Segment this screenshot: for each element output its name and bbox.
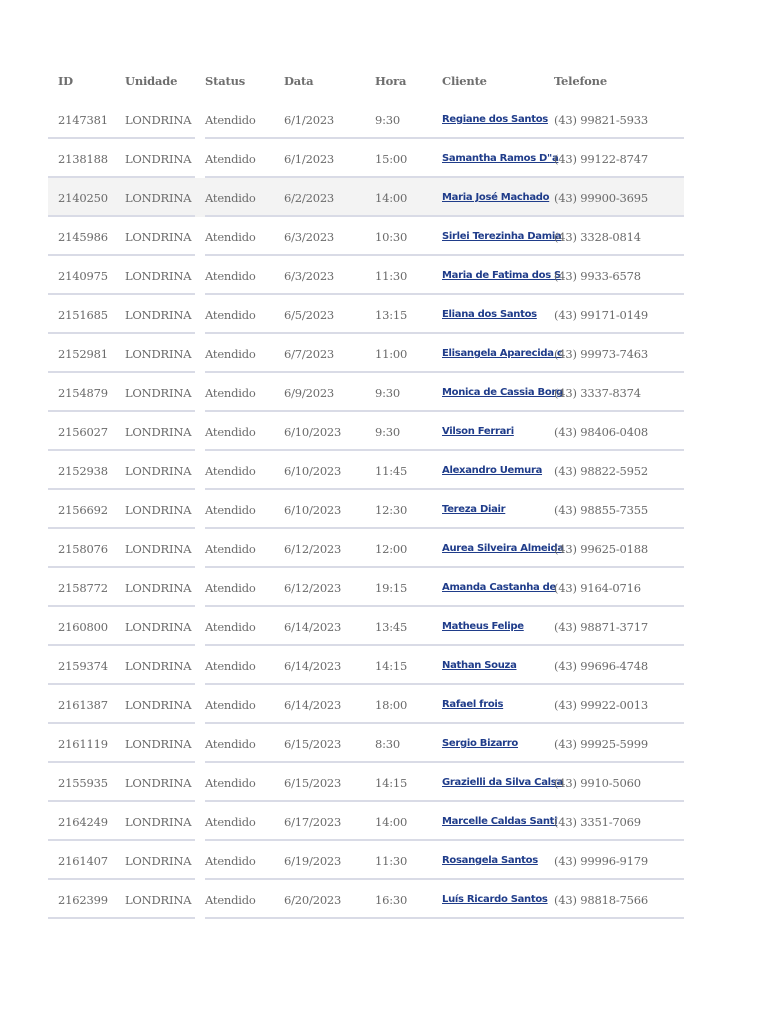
cliente-link[interactable]: Matheus Felipe [442, 621, 524, 632]
cell-hora: 13:15 [375, 307, 408, 322]
cell-unidade: LONDRINA [125, 112, 192, 127]
cell-unidade: LONDRINA [125, 502, 192, 517]
cell-hora: 11:00 [375, 346, 408, 361]
cell-data: 6/10/2023 [284, 502, 342, 517]
cell-id: 2152981 [58, 346, 108, 361]
cell-status: Atendido [205, 580, 256, 595]
cell-data: 6/10/2023 [284, 424, 342, 439]
cell-data: 6/1/2023 [284, 112, 335, 127]
cliente-link[interactable]: Luís Ricardo Santos [442, 894, 548, 905]
cliente-link[interactable]: Aurea Silveira Almeida [442, 543, 564, 554]
cell-hora: 12:00 [375, 541, 408, 556]
cell-unidade: LONDRINA [125, 463, 192, 478]
cell-cliente [442, 607, 544, 646]
cell-cliente [442, 334, 563, 373]
cliente-link[interactable]: Regiane dos Santos [442, 114, 548, 125]
table-row[interactable] [48, 451, 684, 490]
cell-cliente [442, 685, 544, 724]
cell-cliente [442, 373, 563, 412]
column-header-unidade[interactable]: Unidade [125, 74, 178, 88]
table-row[interactable] [48, 412, 684, 451]
cell-cliente [442, 100, 548, 139]
cell-data: 6/2/2023 [284, 190, 335, 205]
cell-telefone: (43) 98871-3717 [554, 619, 648, 634]
cell-hora: 9:30 [375, 424, 401, 439]
cell-status: Atendido [205, 502, 256, 517]
cell-cliente [442, 451, 544, 490]
cell-hora: 13:45 [375, 619, 408, 634]
cell-id: 2160800 [58, 619, 108, 634]
cell-cliente [442, 646, 544, 685]
cell-id: 2162399 [58, 892, 108, 907]
cell-status: Atendido [205, 736, 256, 751]
table-header [48, 62, 684, 100]
cell-data: 6/15/2023 [284, 736, 342, 751]
cell-unidade: LONDRINA [125, 580, 192, 595]
table-row[interactable] [48, 100, 684, 139]
table-row[interactable] [48, 880, 684, 919]
cell-id: 2145986 [58, 229, 108, 244]
cell-data: 6/14/2023 [284, 658, 342, 673]
cell-data: 6/15/2023 [284, 775, 342, 790]
cell-hora: 18:00 [375, 697, 408, 712]
cell-data: 6/10/2023 [284, 463, 342, 478]
cell-hora: 9:30 [375, 385, 401, 400]
cell-data: 6/14/2023 [284, 697, 342, 712]
cell-data: 6/1/2023 [284, 151, 335, 166]
cell-cliente [442, 529, 564, 568]
cell-unidade: LONDRINA [125, 151, 192, 166]
cell-data: 6/7/2023 [284, 346, 335, 361]
cell-cliente [442, 412, 544, 451]
cell-unidade: LONDRINA [125, 775, 192, 790]
cell-telefone: (43) 99925-5999 [554, 736, 648, 751]
cell-telefone: (43) 3337-8374 [554, 385, 641, 400]
table-row[interactable] [48, 256, 684, 295]
cell-status: Atendido [205, 190, 256, 205]
cell-id: 2161407 [58, 853, 108, 868]
cell-id: 2155935 [58, 775, 108, 790]
table-row[interactable] [48, 802, 684, 841]
cell-unidade: LONDRINA [125, 541, 192, 556]
cell-data: 6/14/2023 [284, 619, 342, 634]
cell-telefone: (43) 98822-5952 [554, 463, 648, 478]
cell-data: 6/5/2023 [284, 307, 335, 322]
cell-unidade: LONDRINA [125, 619, 192, 634]
cell-hora: 11:30 [375, 268, 408, 283]
cell-status: Atendido [205, 346, 256, 361]
cell-cliente [442, 880, 548, 919]
cell-hora: 11:30 [375, 853, 408, 868]
cell-id: 2158772 [58, 580, 108, 595]
cell-id: 2152938 [58, 463, 108, 478]
cell-cliente [442, 139, 559, 178]
cell-hora: 8:30 [375, 736, 401, 751]
table-row[interactable] [48, 685, 684, 724]
cell-unidade: LONDRINA [125, 229, 192, 244]
column-header-hora[interactable]: Hora [375, 74, 407, 88]
cell-id: 2164249 [58, 814, 108, 829]
cell-data: 6/12/2023 [284, 541, 342, 556]
table-row[interactable] [48, 295, 684, 334]
cliente-link[interactable]: Nathan Souza [442, 660, 517, 671]
cell-unidade: LONDRINA [125, 268, 192, 283]
cell-cliente [442, 295, 544, 334]
cell-hora: 15:00 [375, 151, 408, 166]
cell-unidade: LONDRINA [125, 346, 192, 361]
cell-data: 6/9/2023 [284, 385, 335, 400]
cell-cliente [442, 490, 544, 529]
cell-hora: 14:00 [375, 814, 408, 829]
cliente-link[interactable]: Grazielli da Silva Calsa [442, 777, 563, 788]
cliente-link[interactable]: Elisangela Aparecida c [442, 348, 563, 359]
cell-cliente [442, 568, 556, 607]
table-row[interactable] [48, 568, 684, 607]
cell-unidade: LONDRINA [125, 190, 192, 205]
cliente-link[interactable]: Maria José Machado [442, 192, 550, 203]
table-row[interactable] [48, 841, 684, 880]
cell-telefone: (43) 99821-5933 [554, 112, 648, 127]
cell-id: 2154879 [58, 385, 108, 400]
cell-cliente [442, 256, 561, 295]
cell-status: Atendido [205, 151, 256, 166]
cell-data: 6/12/2023 [284, 580, 342, 595]
table-row[interactable] [48, 763, 684, 802]
cell-status: Atendido [205, 814, 256, 829]
cell-telefone: (43) 98818-7566 [554, 892, 648, 907]
cliente-link[interactable]: Vilson Ferrari [442, 426, 514, 437]
cell-status: Atendido [205, 307, 256, 322]
cell-cliente [442, 841, 544, 880]
cliente-link[interactable]: Marcelle Caldas Santi [442, 816, 558, 827]
cell-status: Atendido [205, 385, 256, 400]
cell-unidade: LONDRINA [125, 658, 192, 673]
cell-unidade: LONDRINA [125, 892, 192, 907]
cell-telefone: (43) 9910-5060 [554, 775, 641, 790]
cell-status: Atendido [205, 658, 256, 673]
cell-data: 6/3/2023 [284, 268, 335, 283]
cell-id: 2147381 [58, 112, 108, 127]
cell-status: Atendido [205, 229, 256, 244]
cell-telefone: (43) 98406-0408 [554, 424, 648, 439]
cell-hora: 11:45 [375, 463, 408, 478]
row-divider [48, 917, 195, 919]
cell-cliente [442, 802, 558, 841]
cell-data: 6/17/2023 [284, 814, 342, 829]
column-header-data[interactable]: Data [284, 74, 314, 88]
cliente-link[interactable]: Monica de Cassia Borg [442, 387, 563, 398]
cell-status: Atendido [205, 775, 256, 790]
cell-status: Atendido [205, 268, 256, 283]
cell-status: Atendido [205, 853, 256, 868]
cell-id: 2138188 [58, 151, 108, 166]
cell-status: Atendido [205, 697, 256, 712]
cell-status: Atendido [205, 892, 256, 907]
table-body [48, 100, 684, 919]
cliente-link[interactable]: Rafael frois [442, 699, 504, 710]
table-row[interactable] [48, 646, 684, 685]
cliente-link[interactable]: Tereza Diair [442, 504, 506, 515]
cell-telefone: (43) 3328-0814 [554, 229, 641, 244]
table-row[interactable] [48, 529, 684, 568]
cell-cliente [442, 724, 544, 763]
cell-id: 2140250 [58, 190, 108, 205]
cliente-link[interactable]: Amanda Castanha de [442, 582, 556, 593]
cliente-link[interactable]: Rosangela Santos [442, 855, 538, 866]
cell-cliente [442, 178, 550, 217]
table-row[interactable] [48, 490, 684, 529]
cliente-link[interactable]: Sergio Bizarro [442, 738, 519, 749]
cell-cliente [442, 217, 562, 256]
cell-unidade: LONDRINA [125, 424, 192, 439]
table-row[interactable] [48, 178, 684, 217]
table-row[interactable] [48, 334, 684, 373]
cell-telefone: (43) 99922-0013 [554, 697, 648, 712]
cliente-link[interactable]: Alexandro Uemura [442, 465, 543, 476]
cell-unidade: LONDRINA [125, 307, 192, 322]
cell-telefone: (43) 99122-8747 [554, 151, 648, 166]
cell-status: Atendido [205, 463, 256, 478]
column-header-cliente[interactable]: Cliente [442, 74, 487, 88]
cell-telefone: (43) 99900-3695 [554, 190, 648, 205]
table-row[interactable] [48, 373, 684, 412]
cell-hora: 14:15 [375, 658, 408, 673]
table-row[interactable] [48, 607, 684, 646]
cell-telefone: (43) 99973-7463 [554, 346, 648, 361]
cell-id: 2151685 [58, 307, 108, 322]
cell-status: Atendido [205, 112, 256, 127]
cell-data: 6/3/2023 [284, 229, 335, 244]
cell-unidade: LONDRINA [125, 736, 192, 751]
cell-telefone: (43) 99171-0149 [554, 307, 648, 322]
cell-id: 2158076 [58, 541, 108, 556]
table-row[interactable] [48, 217, 684, 256]
cell-telefone: (43) 9164-0716 [554, 580, 641, 595]
cell-hora: 19:15 [375, 580, 408, 595]
cell-id: 2159374 [58, 658, 108, 673]
cell-id: 2140975 [58, 268, 108, 283]
cell-id: 2161387 [58, 697, 108, 712]
cell-unidade: LONDRINA [125, 385, 192, 400]
cliente-link[interactable]: Samantha Ramos D"a [442, 153, 559, 164]
cell-unidade: LONDRINA [125, 697, 192, 712]
cell-status: Atendido [205, 541, 256, 556]
cell-cliente [442, 763, 563, 802]
column-header-id[interactable]: ID [58, 74, 73, 88]
cell-hora: 9:30 [375, 112, 401, 127]
cell-telefone: (43) 9933-6578 [554, 268, 641, 283]
cell-id: 2161119 [58, 736, 108, 751]
cell-telefone: (43) 98855-7355 [554, 502, 648, 517]
cell-unidade: LONDRINA [125, 853, 192, 868]
cliente-link[interactable]: Eliana dos Santos [442, 309, 537, 320]
cell-hora: 14:00 [375, 190, 408, 205]
cell-telefone: (43) 99996-9179 [554, 853, 648, 868]
cell-status: Atendido [205, 424, 256, 439]
cliente-link[interactable]: Maria de Fatima dos S [442, 270, 561, 281]
cliente-link[interactable]: Sirlei Terezinha Damia [442, 231, 562, 242]
cell-telefone: (43) 3351-7069 [554, 814, 641, 829]
cell-hora: 14:15 [375, 775, 408, 790]
table-row[interactable] [48, 724, 684, 763]
table-row[interactable] [48, 139, 684, 178]
cell-hora: 16:30 [375, 892, 408, 907]
appointments-table [48, 62, 684, 919]
cell-id: 2156027 [58, 424, 108, 439]
cell-hora: 12:30 [375, 502, 408, 517]
cell-data: 6/20/2023 [284, 892, 342, 907]
cell-hora: 10:30 [375, 229, 408, 244]
row-divider [274, 917, 684, 919]
column-header-telefone[interactable]: Telefone [554, 74, 607, 88]
cell-id: 2156692 [58, 502, 108, 517]
cell-telefone: (43) 99696-4748 [554, 658, 648, 673]
cell-unidade: LONDRINA [125, 814, 192, 829]
column-header-status[interactable]: Status [205, 74, 246, 88]
cell-status: Atendido [205, 619, 256, 634]
cell-telefone: (43) 99625-0188 [554, 541, 648, 556]
row-divider [205, 917, 274, 919]
cell-data: 6/19/2023 [284, 853, 342, 868]
